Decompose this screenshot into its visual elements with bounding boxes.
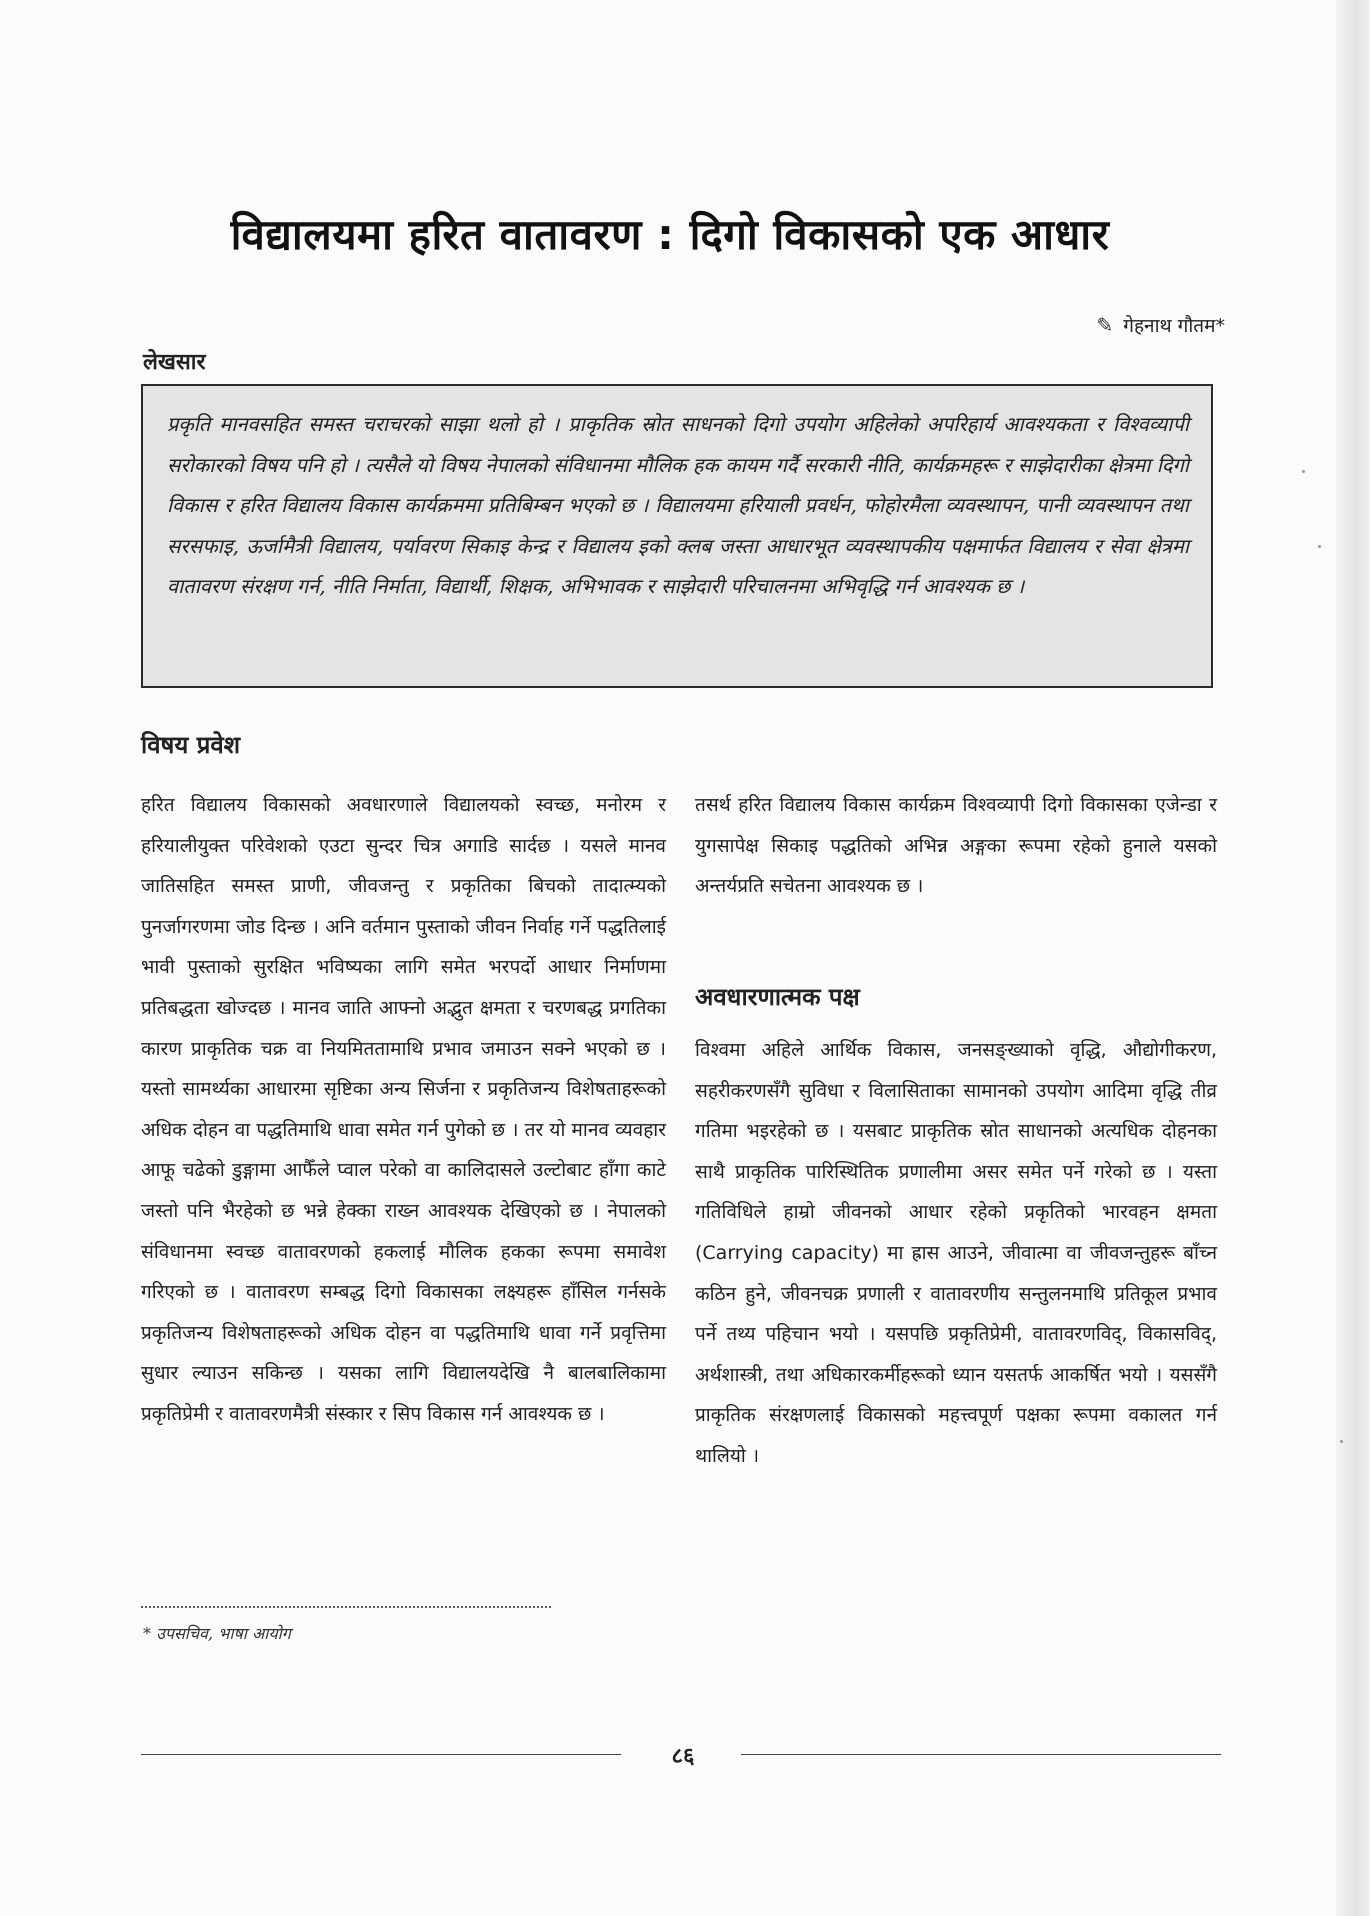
concept-paragraph: विश्वमा अहिले आर्थिक विकास, जनसङ्ख्याको वृद्धि, औद्योगीकरण, सहरीकरणसँगै सुविधा र विलासिताका सामानको उपयोग आदिमा वृद्धि तीव्र गतिमा भइरहेको छ । यसबाट प्राकृतिक स्रोत साधानको अत्यधिक दोहनका साथै प्राकृतिक पारिस्थितिक प्रणालीमा असर समेत पर्ने गरेको छ । यस्ता गतिविधिले हाम्रो जीवनको आधार रहेको प्रकृतिको भारवहन क्षमता (Carrying capacity) मा ह्रास आउने, जीवात्मा वा जीवजन्तुहरू बाँच्न कठिन हुने, जीवनचक्र प्रणाली र वातावरणीय सन्तुलनमाथि प्रतिकूल प्रभाव पर्ने तथ्य पहिचान भयो । यसपछि प्रकृतिप्रेमी, वातावरणविद्, विकासविद्, अर्थशास्त्री, तथा अधिकारकर्मीहरूको ध्यान यसतर्फ आकर्षित भयो । यससँगै प्राकृतिक संरक्षणलाई विकासको महत्त्वपूर्ण पक्षका रूपमा वकालत गर्न थालियो । (695, 1039, 1217, 1467)
section-heading-intro: विषय प्रवेश (141, 731, 241, 759)
footnote: * उपसचिव, भाषा आयोग (143, 1624, 291, 1643)
article-title: विद्यालयमा हरित वातावरण : दिगो विकासको एक आधार (230, 210, 1110, 259)
scan-speck (1318, 545, 1321, 548)
section-heading-concept: अवधारणात्मक पक्ष (695, 983, 860, 1011)
abstract-box (141, 384, 1213, 688)
footnote-divider (141, 1606, 551, 1608)
scan-speck (1302, 470, 1305, 473)
scan-speck (1340, 1440, 1343, 1443)
footer-rule-right (741, 1754, 1221, 1755)
abstract-heading: लेखसार (143, 350, 206, 375)
intro-paragraph: हरित विद्यालय विकासको अवधारणाले विद्यालयको स्वच्छ, मनोरम र हरियालीयुक्त परिवेशको एउटा सुन्दर चित्र अगाडि सार्दछ । यसले मानव जातिसहित समस्त प्राणी, जीवजन्तु र प्रकृतिका बिचको तादात्म्यको पुनर्जागरणमा जोड दिन्छ । अनि वर्तमान पुस्ताको जीवन निर्वाह गर्ने पद्धतिलाई भावी पुस्ताको सुरक्षित भविष्यका लागि समेत भरपर्दो आधार निर्माणमा प्रतिबद्धता खोज्दछ । मानव जाति आफ्नो अद्भुत क्षमता र चरणबद्ध प्रगतिका कारण प्राकृतिक चक्र वा नियमिततामाथि प्रभाव जमाउन सक्ने भएको छ । यस्तो सामर्थ्यका आधारमा सृष्टिका अन्य सिर्जना र प्रकृतिजन्य विशेषताहरूको अधिक दोहन वा पद्धतिमाथि धावा समेत गर्न पुगेको छ । तर यो मानव व्यवहार आफू चढेको डुङ्गामा आफैँले प्वाल परेको वा कालिदासले उल्टोबाट हाँगा काटे जस्तो पनि भैरहेको छ भन्ने हेक्का राख्न आवश्यक देखिएको छ । नेपालको संविधानमा स्वच्छ वातावरणको हकलाई मौलिक हकका रूपमा समावेश गरिएको छ । वातावरण सम्बद्ध दिगो विकासका लक्ष्यहरू हाँसिल गर्नसके प्रकृतिजन्य विशेषताहरूको अधिक दोहन वा पद्धतिमाथि धावा गर्ने प्रवृत्तिमा सुधार ल्याउन सकिन्छ । यसका लागि विद्यालयदेखि नै बालबालिकामा प्रकृतिप्रेमी र वातावरणमैत्री संस्कार र सिप विकास गर्न आवश्यक छ । (141, 794, 666, 1425)
page-footer (141, 1740, 1221, 1770)
intro-continuation-paragraph: तसर्थ हरित विद्यालय विकास कार्यक्रम विश्वव्यापी दिगो विकासका एजेन्डा र युगसापेक्ष सिकाइ पद्धतिको अभिन्न अङ्गका रूपमा रहेको हुनाले यसको अन्तर्यप्रति सचेतना आवश्यक छ । (695, 794, 1217, 898)
pen-icon: ✎ (1096, 313, 1114, 337)
page-edge-shadow (1336, 0, 1370, 1916)
page-number: ८६ (671, 1744, 695, 1769)
author-line (1096, 312, 1225, 338)
author-name: गेहनाथ गौतम* (1123, 315, 1225, 337)
footer-rule-left (141, 1754, 621, 1755)
abstract-text: प्रकृति मानवसहित समस्त चराचरको साझा थलो हो । प्राकृतिक स्रोत साधनको दिगो उपयोग अहिलेको अपरिहार्य आवश्यकता र विश्वव्यापी सरोकारको विषय पनि हो । त्यसैले यो विषय नेपालको संविधानमा मौलिक हक कायम गर्दै सरकारी नीति, कार्यक्रमहरू र साझेदारीका क्षेत्रमा दिगो विकास र हरित विद्यालय विकास कार्यक्रममा प्रतिबिम्बन भएको छ । विद्यालयमा हरियाली प्रवर्धन, फोहोरमैला व्यवस्थापन, पानी व्यवस्थापन तथा सरसफाइ, ऊर्जामैत्री विद्यालय, पर्यावरण सिकाइ केन्द्र र विद्यालय इको क्लब जस्ता आधारभूत व्यवस्थापकीय पक्षमार्फत विद्यालय र सेवा क्षेत्रमा वातावरण संरक्षण गर्न, नीति निर्माता, विद्यार्थी, शिक्षक, अभिभावक र साझेदारी परिचालनमा अभिवृद्धि गर्न आवश्यक छ । (167, 412, 1189, 598)
